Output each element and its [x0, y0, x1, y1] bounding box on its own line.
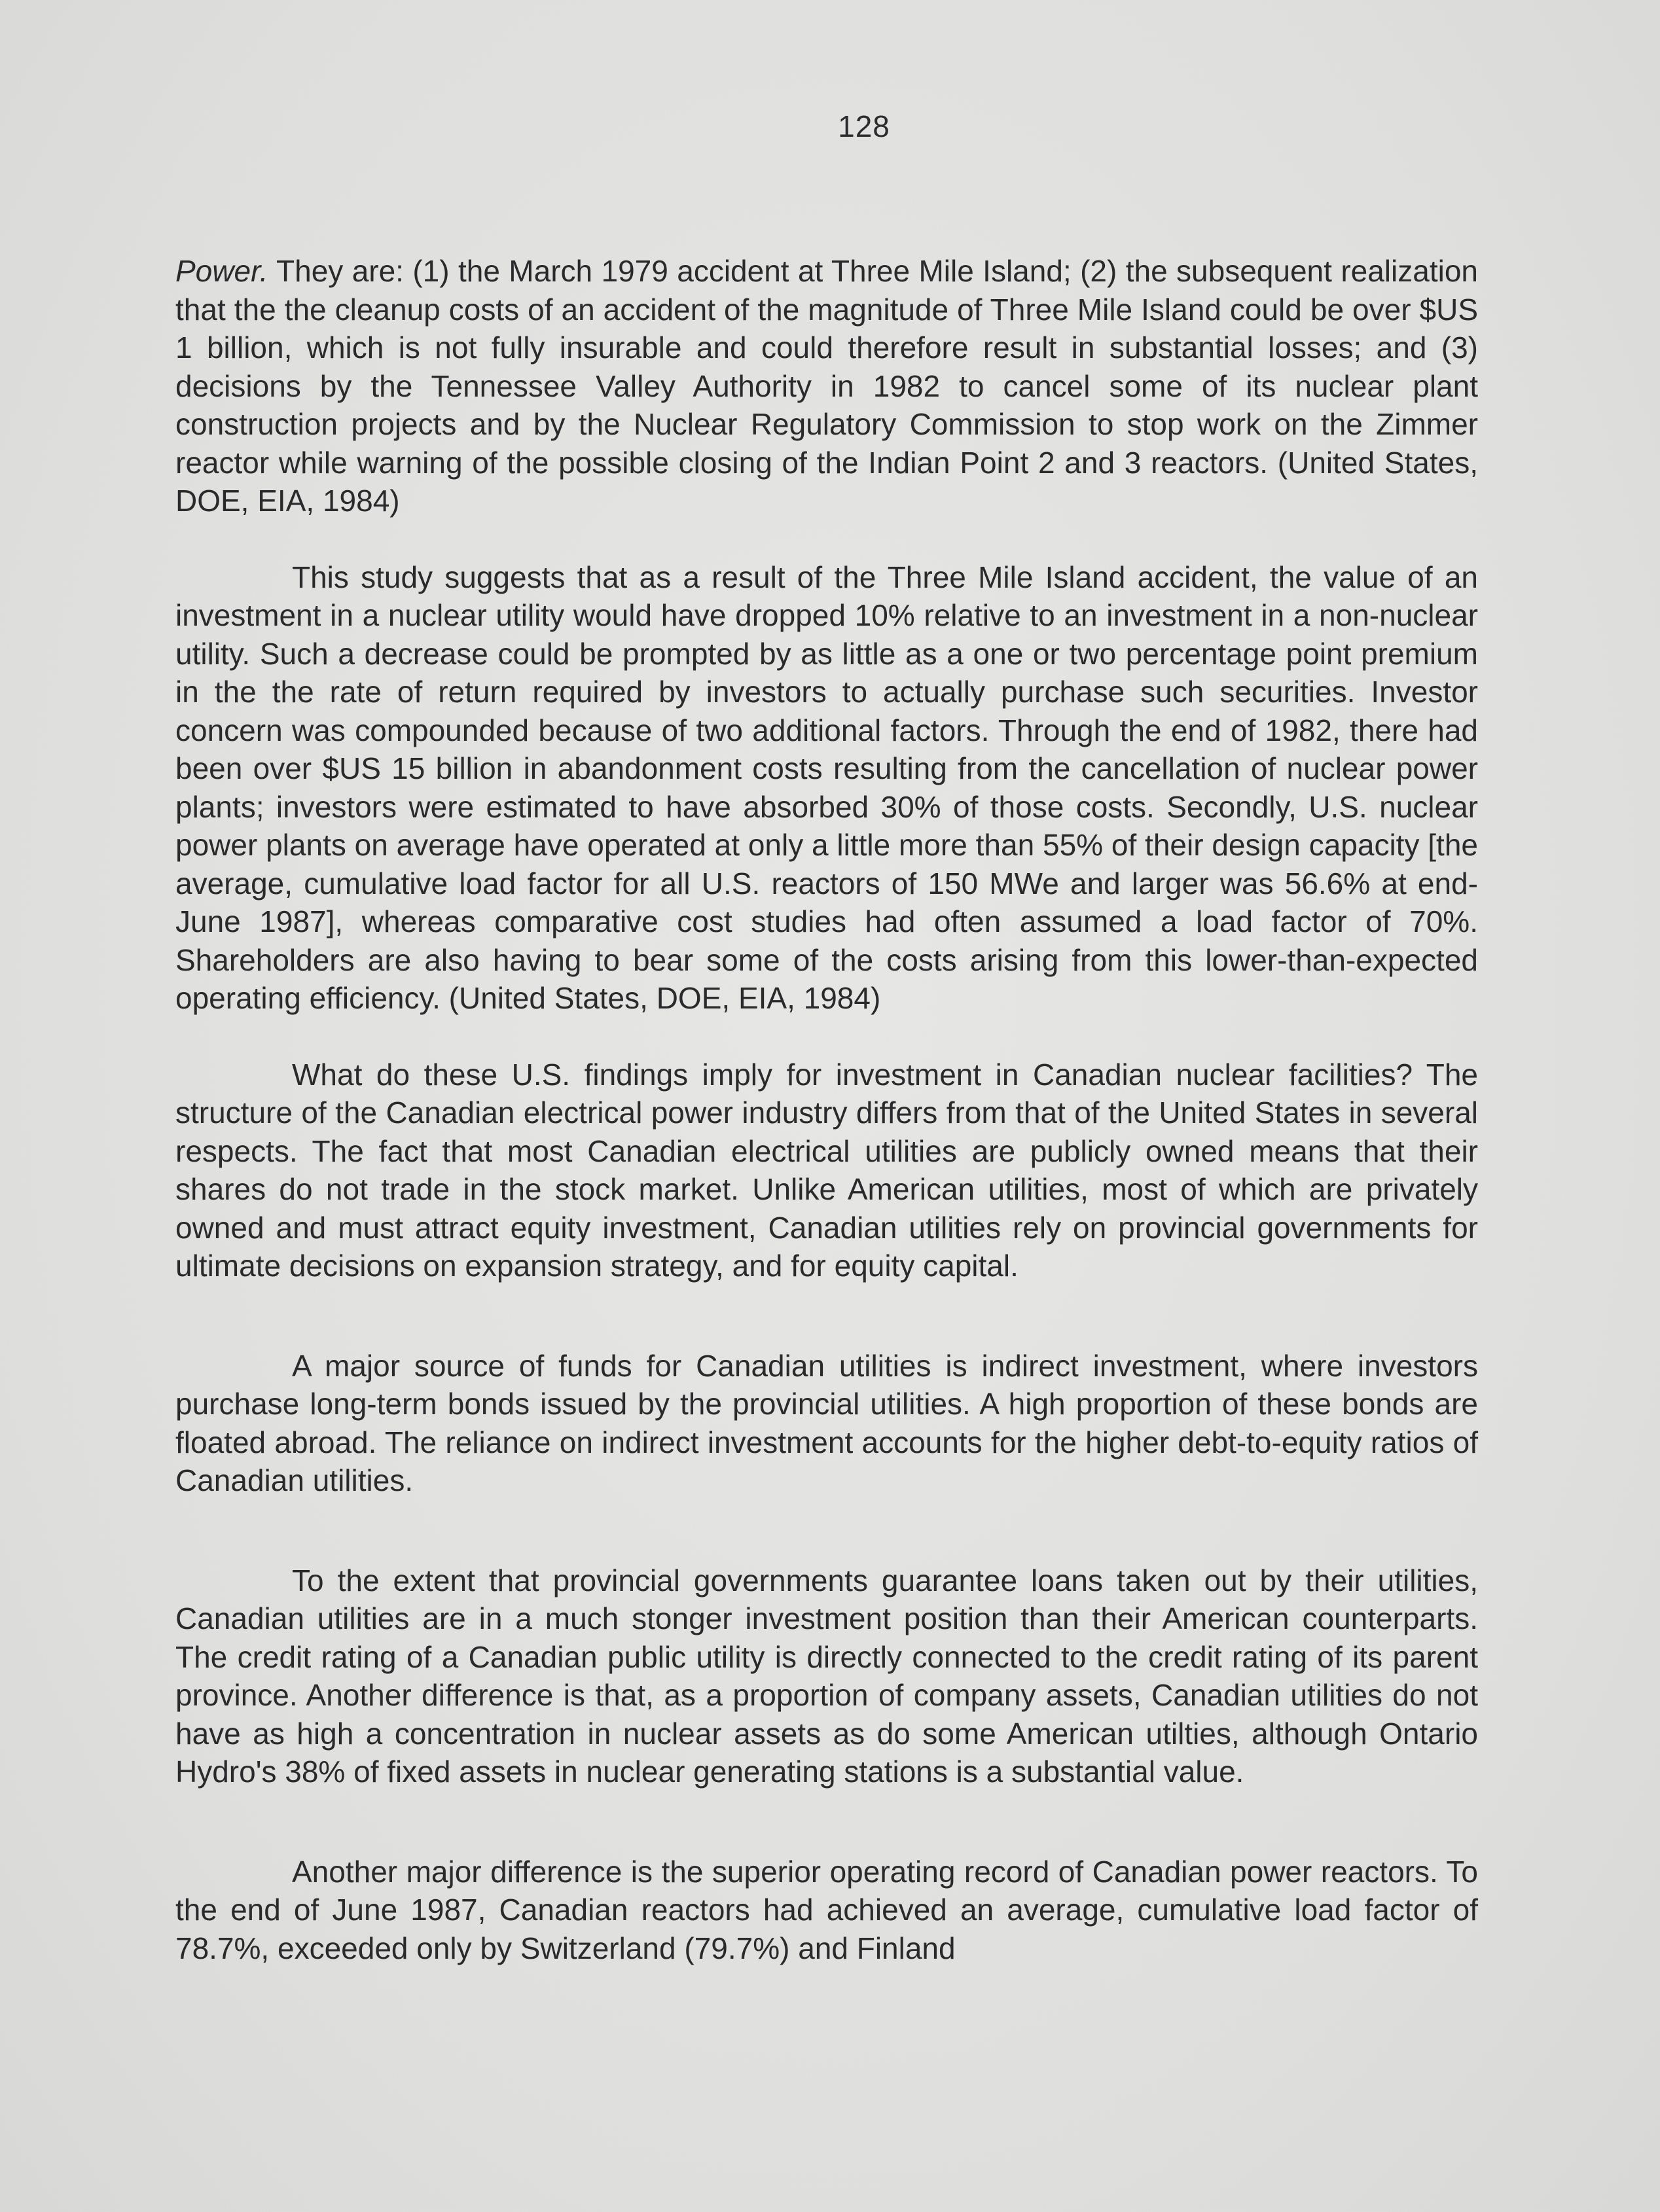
paragraph-three-mile-island-study: This study suggests that as a result of the Three Mile Island accident, the value of an investment in a nuclear utility would have dropped 10% relative to an investment in a non-nuclear utility. Such a decrease could be prompted by as little as a one or two percentage point premium in the the rate of return required by investors to actually purchase such securities. Investor concern was compounded because of two additional factors. Through the end of 1982, there had been over $US 15 billion in abandonment costs resulting from the cancellation of nuclear power plants; investors were estimated to have absorbed 30% of those costs. Secondly, U.S. nuclear power plants on average have operated at only a little more than 55% of their design capacity [the average, cumulative load factor for all U.S. reactors of 150 MWe and larger was 56.6% at end-June 1987], whereas comparative cost studies had often assumed a load factor of 70%. Shareholders are also having to bear some of the costs arising from this lower-than-expected operating efficiency. (United States, DOE, EIA, 1984)	[175, 560, 1478, 1015]
body-text	[175, 252, 1478, 1967]
paragraph-lead-italic: Power.	[175, 254, 268, 288]
paragraph-canadian-implications: What do these U.S. findings imply for investment in Canadian nuclear facilities? The structure of the Canadian electrical power industry differs from that of the United States in several respects. The fact that most Canadian electrical utilities are publicly owned means that their shares do not trade in the stock market. Unlike American utilities, most of which are privately owned and must attract equity investment, Canadian utilities rely on provincial governments for ultimate decisions on expansion strategy, and for equity capital.	[175, 1057, 1478, 1283]
paragraph-indirect-investment: A major source of funds for Canadian utilities is indirect investment, where investors purchase long-term bonds issued by the provincial utilities. A high proportion of these bonds are floated abroad. The reliance on indirect investment accounts for the higher debt-to-equity ratios of Canadian utilities.	[175, 1348, 1478, 1497]
page-number: 128	[838, 109, 890, 143]
paragraph-operating-record: Another major difference is the superior operating record of Canadian power reactors. To the end of June 1987, Canadian reactors had achieved an average, cumulative load factor of 78.7%, exceeded only by Switzerland (79.7%) and Finland	[175, 1854, 1478, 1965]
paragraph-text: They are: (1) the March 1979 accident at Three Mile Island; (2) the subsequent realization that the the cleanup costs of an accident of the magnitude of Three Mile Island could be over $US 1 billion, which is not fully insurable and could therefore result in substantial losses; and (3) decisions by the Tennessee Valley Authority in 1982 to cancel some of its nuclear plant construction projects and by the Nuclear Regulatory Commission to stop work on the Zimmer reactor while warning of the possible closing of the Indian Point 2 and 3 reactors. (United States, DOE, EIA, 1984)	[175, 254, 1478, 518]
paragraph-continued	[175, 252, 1478, 520]
paragraph-provincial-guarantees: To the extent that provincial governments guarantee loans taken out by their utilities, Canadian utilities are in a much stonger investment position than their American counterparts. The credit rating of a Canadian public utility is directly connected to the credit rating of its parent province. Another difference is that, as a proportion of company assets, Canadian utilities do not have as high a concentration in nuclear assets as do some American utilties, although Ontario Hydro's 38% of fixed assets in nuclear generating stations is a substantial value.	[175, 1563, 1478, 1789]
